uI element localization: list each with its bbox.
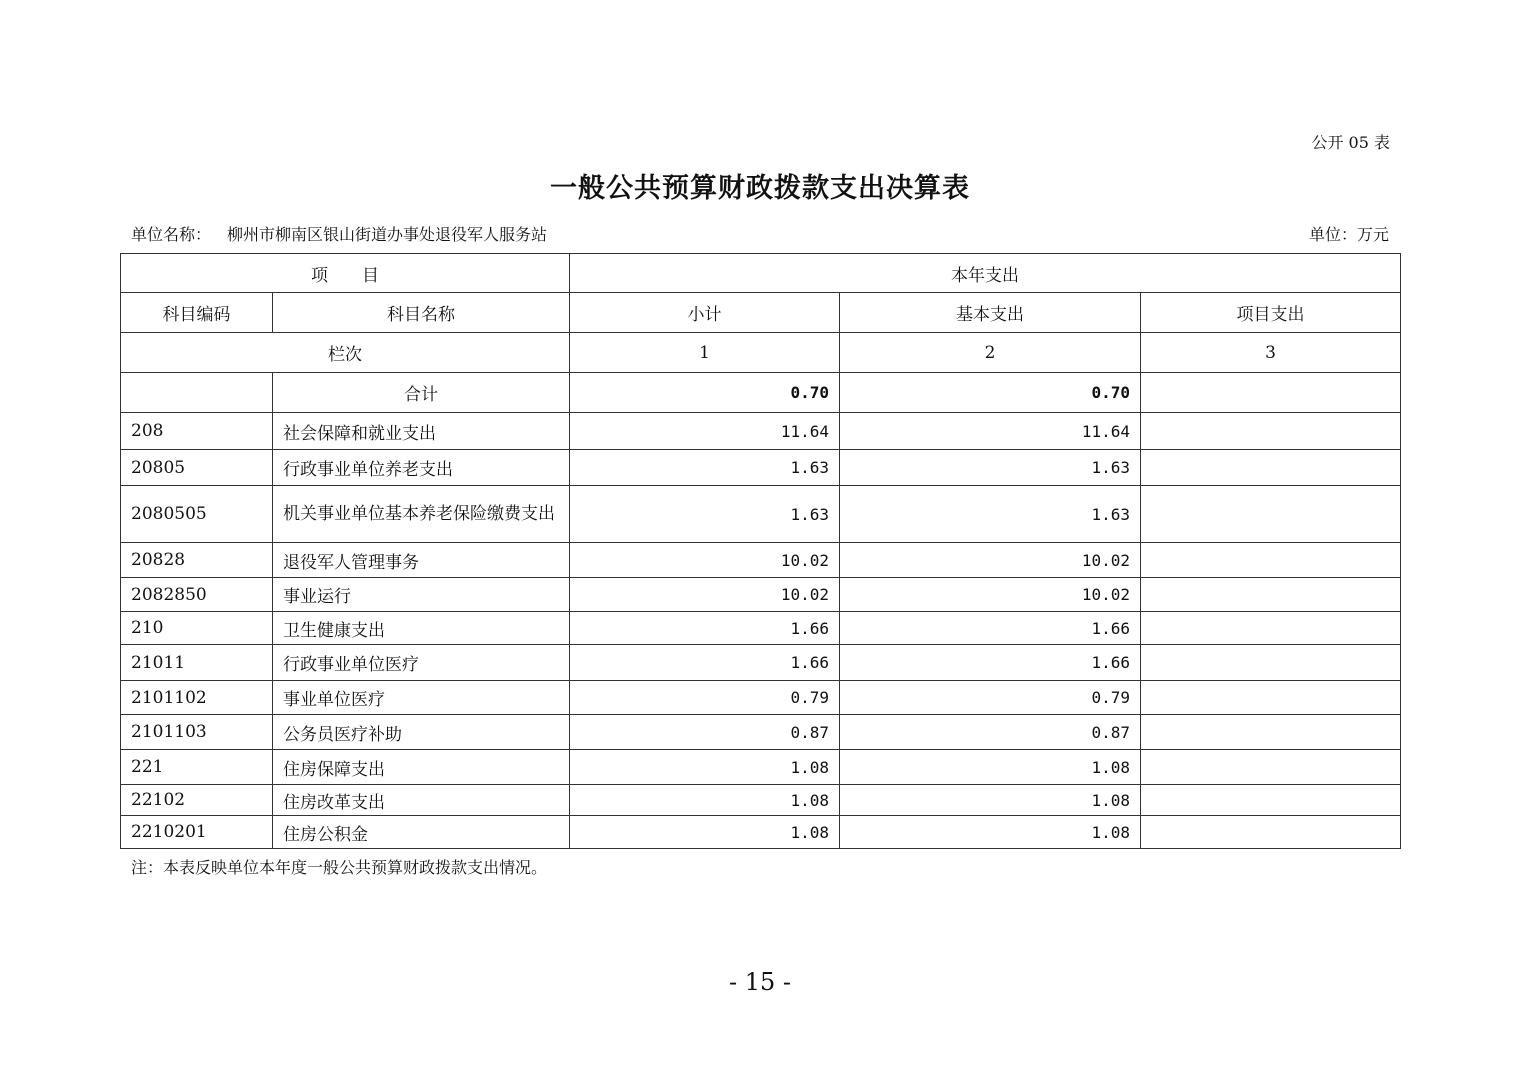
row-name: 社会保障和就业支出 xyxy=(273,413,570,450)
row-name: 行政事业单位医疗 xyxy=(273,645,570,681)
row-subtotal: 1.63 xyxy=(570,450,840,486)
row-name: 住房公积金 xyxy=(273,816,570,849)
row-project xyxy=(1141,486,1401,543)
table-row xyxy=(121,486,1401,543)
unit-info-row xyxy=(131,222,1389,245)
table-row xyxy=(121,413,1401,450)
row-name: 住房保障支出 xyxy=(273,750,570,785)
row-name: 退役军人管理事务 xyxy=(273,543,570,578)
row-basic: 11.64 xyxy=(840,413,1141,450)
row-subtotal: 10.02 xyxy=(570,543,840,578)
row-subtotal: 11.64 xyxy=(570,413,840,450)
header-name: 科目名称 xyxy=(273,293,570,333)
row-name: 行政事业单位养老支出 xyxy=(273,450,570,486)
header-item: 项 目 xyxy=(121,254,570,293)
table-row xyxy=(121,645,1401,681)
total-code xyxy=(121,373,273,413)
header-subtotal: 小计 xyxy=(570,293,840,333)
row-basic: 1.66 xyxy=(840,645,1141,681)
row-basic: 10.02 xyxy=(840,543,1141,578)
unit-name-group xyxy=(131,222,547,245)
page-number: - 15 - xyxy=(728,968,791,996)
table-row xyxy=(121,450,1401,486)
row-project xyxy=(1141,578,1401,612)
row-subtotal: 0.79 xyxy=(570,681,840,715)
expenditure-table xyxy=(120,253,1401,849)
row-project xyxy=(1141,750,1401,785)
row-basic: 1.08 xyxy=(840,816,1141,849)
header-basic: 基本支出 xyxy=(840,293,1141,333)
row-code: 2080505 xyxy=(121,486,273,543)
table-row xyxy=(121,578,1401,612)
header-row-1 xyxy=(121,254,1401,293)
total-subtotal: 0.70 xyxy=(570,373,840,413)
total-label: 合计 xyxy=(273,373,570,413)
form-number: 公开 05 表 xyxy=(1311,133,1390,152)
unit-name-value: 柳州市柳南区银山街道办事处退役军人服务站 xyxy=(227,225,548,244)
column-index-label: 栏次 xyxy=(121,333,570,373)
unit-name-label: 单位名称： xyxy=(131,225,212,244)
row-basic: 0.79 xyxy=(840,681,1141,715)
row-subtotal: 1.66 xyxy=(570,612,840,645)
row-code: 20805 xyxy=(121,450,273,486)
row-basic: 1.63 xyxy=(840,486,1141,543)
row-code: 2210201 xyxy=(121,816,273,849)
row-name: 事业运行 xyxy=(273,578,570,612)
row-project xyxy=(1141,785,1401,816)
row-subtotal: 1.66 xyxy=(570,645,840,681)
total-project xyxy=(1141,373,1401,413)
table-row xyxy=(121,543,1401,578)
row-basic: 1.08 xyxy=(840,750,1141,785)
header-project: 项目支出 xyxy=(1141,293,1401,333)
row-project xyxy=(1141,645,1401,681)
page-title: 一般公共预算财政拨款支出决算表 xyxy=(550,173,970,204)
row-basic: 1.63 xyxy=(840,450,1141,486)
column-index-2: 2 xyxy=(840,333,1141,373)
table-row xyxy=(121,681,1401,715)
row-basic: 1.08 xyxy=(840,785,1141,816)
row-subtotal: 10.02 xyxy=(570,578,840,612)
row-project xyxy=(1141,816,1401,849)
header-code: 科目编码 xyxy=(121,293,273,333)
row-subtotal: 0.87 xyxy=(570,715,840,750)
row-name: 卫生健康支出 xyxy=(273,612,570,645)
row-basic: 1.66 xyxy=(840,612,1141,645)
header-row-2 xyxy=(121,293,1401,333)
row-code: 2101102 xyxy=(121,681,273,715)
row-project xyxy=(1141,681,1401,715)
row-project xyxy=(1141,413,1401,450)
column-index-row xyxy=(121,333,1401,373)
row-code: 221 xyxy=(121,750,273,785)
row-code: 2082850 xyxy=(121,578,273,612)
table-row xyxy=(121,750,1401,785)
row-code: 210 xyxy=(121,612,273,645)
currency-unit: 单位：万元 xyxy=(1308,225,1389,244)
row-project xyxy=(1141,612,1401,645)
row-code: 21011 xyxy=(121,645,273,681)
column-index-3: 3 xyxy=(1141,333,1401,373)
row-subtotal: 1.63 xyxy=(570,486,840,543)
table-row xyxy=(121,715,1401,750)
row-basic: 0.87 xyxy=(840,715,1141,750)
row-project xyxy=(1141,543,1401,578)
total-row xyxy=(121,373,1401,413)
table-row xyxy=(121,816,1401,849)
table-note: 注：本表反映单位本年度一般公共预算财政拨款支出情况。 xyxy=(131,858,548,877)
row-subtotal: 1.08 xyxy=(570,816,840,849)
row-code: 2101103 xyxy=(121,715,273,750)
column-index-1: 1 xyxy=(570,333,840,373)
row-name: 事业单位医疗 xyxy=(273,681,570,715)
row-basic: 10.02 xyxy=(840,578,1141,612)
row-name: 住房改革支出 xyxy=(273,785,570,816)
row-subtotal: 1.08 xyxy=(570,750,840,785)
row-name: 公务员医疗补助 xyxy=(273,715,570,750)
table-row xyxy=(121,612,1401,645)
total-basic: 0.70 xyxy=(840,373,1141,413)
row-code: 22102 xyxy=(121,785,273,816)
row-name: 机关事业单位基本养老保险缴费支出 xyxy=(273,486,570,543)
row-project xyxy=(1141,450,1401,486)
row-project xyxy=(1141,715,1401,750)
table-row xyxy=(121,785,1401,816)
row-subtotal: 1.08 xyxy=(570,785,840,816)
header-current-year: 本年支出 xyxy=(570,254,1401,293)
row-code: 208 xyxy=(121,413,273,450)
row-code: 20828 xyxy=(121,543,273,578)
